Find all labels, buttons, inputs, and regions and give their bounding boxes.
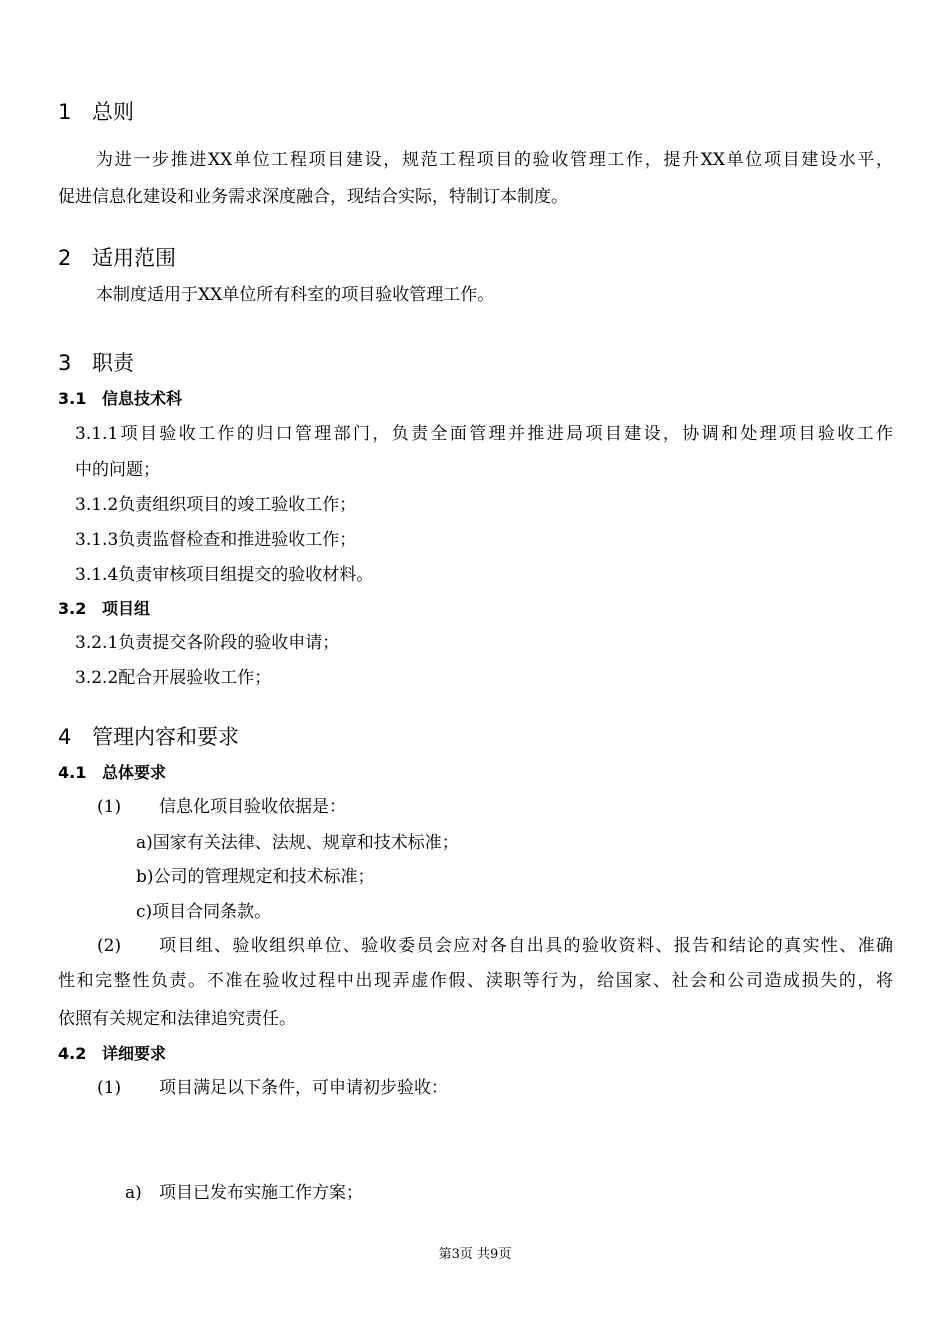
paragraph-2: 本制度适用于XX单位所有科室的项目验收管理工作。 <box>96 285 495 305</box>
section-number: 2 <box>58 246 72 270</box>
section-title: 职责 <box>92 351 134 375</box>
item-label: (1) <box>97 1078 122 1098</box>
item-text: 项目满足以下条件，可申请初步验收： <box>159 1078 448 1098</box>
item-label: (2) <box>97 936 122 956</box>
subsection-title: 信息技术科 <box>102 389 183 408</box>
item-3-1-1-line-1: 3.1.1项目验收工作的归口管理部门，负责全面管理并推进局项目建设，协调和处理项目验收工作 <box>75 424 893 444</box>
subsection-number: 4.1 <box>58 763 87 782</box>
item-3-2-1: 3.2.1负责提交各阶段的验收申请； <box>75 633 340 653</box>
section-number: 1 <box>58 100 72 124</box>
item-3-1-3: 3.1.3负责监督检查和推进验收工作； <box>75 530 357 550</box>
item-label: a) <box>125 1183 142 1203</box>
general-item-2-line-1 <box>97 935 893 957</box>
general-item-1 <box>97 796 346 818</box>
detail-item-a <box>125 1182 363 1204</box>
general-item-1a: a)国家有关法律、法规、规章和技术标准； <box>136 833 459 853</box>
general-item-1c: c)项目合同条款。 <box>136 902 272 922</box>
subsection-3-1-heading <box>58 388 182 410</box>
section-1-heading <box>58 99 134 125</box>
subsection-number: 4.2 <box>58 1044 87 1063</box>
subsection-number: 3.2 <box>58 599 87 618</box>
section-title: 总则 <box>92 100 134 124</box>
general-item-2-line-3: 依照有关规定和法律追究责任。 <box>58 1009 296 1029</box>
paragraph-1-line-1: 为进一步推进XX单位工程项目建设，规范工程项目的验收管理工作，提升XX单位项目建设水平， <box>96 150 893 170</box>
page-footer: 第3页 共9页 <box>438 1247 512 1262</box>
section-title: 适用范围 <box>92 246 176 270</box>
section-title: 管理内容和要求 <box>92 725 239 749</box>
subsection-4-2-heading <box>58 1043 166 1065</box>
subsection-number: 3.1 <box>58 389 87 408</box>
item-3-1-1-line-2: 中的问题； <box>75 460 160 480</box>
item-3-1-4: 3.1.4负责审核项目组提交的验收材料。 <box>75 565 374 585</box>
item-3-1-2: 3.1.2负责组织项目的竣工验收工作； <box>75 495 357 515</box>
section-number: 4 <box>58 725 72 749</box>
item-text: 信息化项目验收依据是： <box>159 797 346 817</box>
paragraph-1-line-2: 促进信息化建设和业务需求深度融合，现结合实际，特制订本制度。 <box>58 187 568 207</box>
subsection-3-2-heading <box>58 598 150 620</box>
subsection-title: 详细要求 <box>102 1044 167 1063</box>
subsection-title: 项目组 <box>102 599 151 618</box>
item-3-2-2: 3.2.2配合开展验收工作； <box>75 668 272 688</box>
section-number: 3 <box>58 351 72 375</box>
subsection-title: 总体要求 <box>102 763 167 782</box>
section-3-heading <box>58 350 134 376</box>
item-text: 项目组、验收组织单位、验收委员会应对各自出具的验收资料、报告和结论的真实性、准确 <box>159 936 893 956</box>
item-label: (1) <box>97 797 122 817</box>
detail-item-1 <box>97 1077 448 1099</box>
subsection-4-1-heading <box>58 762 166 784</box>
general-item-1b: b)公司的管理规定和技术标准； <box>136 867 375 887</box>
section-4-heading <box>58 724 239 750</box>
general-item-2-line-2: 性和完整性负责。不准在验收过程中出现弄虚作假、渎职等行为，给国家、社会和公司造成损失的，将 <box>58 971 893 991</box>
item-text: 项目已发布实施工作方案； <box>159 1183 363 1203</box>
section-2-heading <box>58 245 176 271</box>
